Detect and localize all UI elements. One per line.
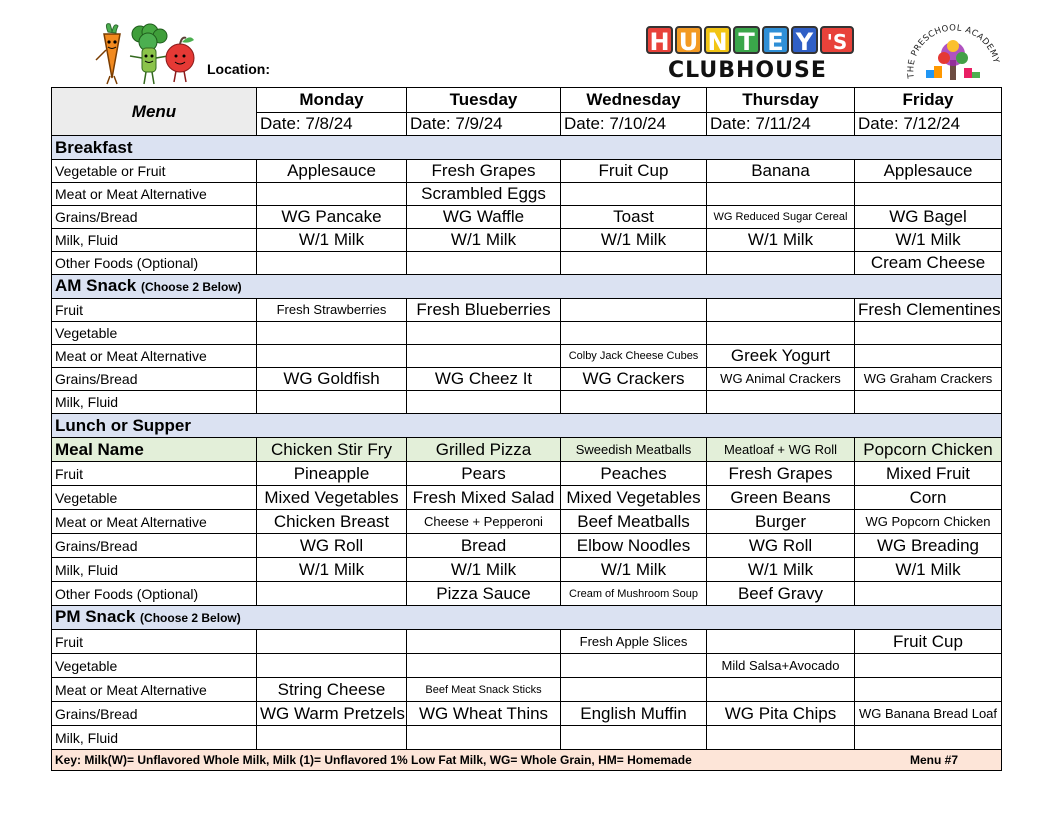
table-row [52,322,1002,345]
date-cell [707,113,855,136]
food-cell: WG Reduced Sugar Cereal [707,206,855,229]
food-cell [407,252,561,275]
food-cell: W/1 Milk [407,229,561,252]
component-label: Other Foods (Optional) [52,252,257,275]
component-label: Meat or Meat Alternative [52,510,257,534]
food-cell: Peaches [561,462,707,486]
food-cell: W/1 Milk [707,229,855,252]
component-label: Meat or Meat Alternative [52,183,257,206]
component-label: Grains/Bread [52,702,257,726]
table-row [52,183,1002,206]
food-cell [855,654,1002,678]
food-cell [855,322,1002,345]
table-row [52,702,1002,726]
table-row [52,510,1002,534]
food-cell [561,391,707,414]
menu-number: Menu #7 [909,753,958,767]
food-cell [707,678,855,702]
food-cell: Fresh Mixed Salad [407,486,561,510]
date-label: Date: [858,114,899,133]
food-cell [855,582,1002,606]
weekly-menu-table [51,87,1002,771]
brand-clubhouse-text: CLUBHOUSE [668,58,827,83]
brand-letter: U [675,26,702,54]
date-value: 7/12/24 [903,114,961,133]
menu-title: Menu [52,88,257,136]
table-row [52,368,1002,391]
section-subtitle: (Choose 2 Below) [140,280,242,294]
food-cell: Toast [561,206,707,229]
food-cell: Mixed Vegetables [257,486,407,510]
day-header: Thursday [707,88,855,113]
component-label: Other Foods (Optional) [52,582,257,606]
food-cell: Fresh Clementines [855,299,1002,322]
food-cell: WG Animal Crackers [707,368,855,391]
food-cell: Green Beans [707,486,855,510]
day-header: Friday [855,88,1002,113]
food-cell [407,630,561,654]
food-cell: Mixed Fruit [855,462,1002,486]
food-cell [707,252,855,275]
food-cell: W/1 Milk [257,558,407,582]
food-cell [407,726,561,750]
component-label: Fruit [52,299,257,322]
food-cell: Corn [855,486,1002,510]
food-cell: Fresh Strawberries [257,299,407,322]
section-header-breakfast [52,136,1002,160]
food-cell: String Cheese [257,678,407,702]
food-cell: W/1 Milk [407,558,561,582]
food-cell: W/1 Milk [707,558,855,582]
date-cell [257,113,407,136]
food-cell: WG Waffle [407,206,561,229]
meal-name-cell: Meatloaf + WG Roll [707,438,855,462]
component-label: Meat or Meat Alternative [52,345,257,368]
meal-name-cell: Chicken Stir Fry [257,438,407,462]
table-row [52,299,1002,322]
food-cell [257,252,407,275]
food-cell: Fresh Grapes [707,462,855,486]
table-row [52,229,1002,252]
meal-name-label: Meal Name [52,438,257,462]
food-cell: W/1 Milk [561,558,707,582]
component-label: Milk, Fluid [52,558,257,582]
food-cell: WG Pita Chips [707,702,855,726]
date-label: Date: [710,114,751,133]
food-cell [561,183,707,206]
component-label: Vegetable [52,322,257,345]
section-title: Breakfast [55,137,133,157]
food-cell: WG Pancake [257,206,407,229]
food-cell: Fruit Cup [561,160,707,183]
food-cell [707,322,855,345]
table-row [52,345,1002,368]
food-cell: Beef Gravy [707,582,855,606]
table-row [52,252,1002,275]
component-label: Grains/Bread [52,534,257,558]
table-row [52,275,1002,299]
table-row [52,136,1002,160]
component-label: Vegetable or Fruit [52,160,257,183]
food-cell [407,654,561,678]
table-row [52,654,1002,678]
food-cell [855,391,1002,414]
menu-key [52,750,1002,771]
food-cell: WG Wheat Thins [407,702,561,726]
section-title: PM Snack [55,607,136,626]
food-cell: WG Crackers [561,368,707,391]
table-row [52,438,1002,462]
food-cell [561,726,707,750]
food-cell [257,582,407,606]
date-value: 7/11/24 [755,114,811,133]
food-cell [707,391,855,414]
food-cell: WG Bagel [855,206,1002,229]
date-value: 7/9/24 [455,114,503,133]
academy-arc-text: THE PRESCHOOL ACADEMY [906,23,1001,79]
key-text: Key: Milk(W)= Unflavored Whole Milk, Milk (1)= Unflavored 1% Low Fat Milk, WG= Whole Grain, HM= Homemade [55,753,692,767]
food-cell: Fresh Apple Slices [561,630,707,654]
food-cell [707,726,855,750]
food-cell [855,345,1002,368]
food-cell [855,678,1002,702]
hunteys-clubhouse-logo [646,26,886,84]
meal-name-cell: Popcorn Chicken [855,438,1002,462]
table-row [52,534,1002,558]
food-cell: W/1 Milk [855,229,1002,252]
food-cell: Bread [407,534,561,558]
component-label: Meat or Meat Alternative [52,678,257,702]
component-label: Milk, Fluid [52,391,257,414]
meal-name-cell: Grilled Pizza [407,438,561,462]
day-header: Tuesday [407,88,561,113]
component-label: Vegetable [52,654,257,678]
food-cell: Burger [707,510,855,534]
date-cell [561,113,707,136]
table-row [52,558,1002,582]
preschool-academy-logo [900,20,1004,84]
food-cell [257,322,407,345]
food-cell: Beef Meat Snack Sticks [407,678,561,702]
food-cell [561,322,707,345]
section-title: Lunch or Supper [55,415,191,435]
food-cell [561,678,707,702]
date-label: Date: [410,114,451,133]
table-row [52,391,1002,414]
component-label: Fruit [52,630,257,654]
component-label: Milk, Fluid [52,229,257,252]
food-cell [407,345,561,368]
food-cell: Elbow Noodles [561,534,707,558]
food-cell: WG Warm Pretzels [257,702,407,726]
food-cell: Chicken Breast [257,510,407,534]
food-cell: Beef Meatballs [561,510,707,534]
food-cell [407,322,561,345]
location-label: Location: [207,61,270,77]
food-cell [257,726,407,750]
food-cell [561,299,707,322]
food-cell [561,252,707,275]
food-cell [257,654,407,678]
food-cell: Fruit Cup [855,630,1002,654]
food-cell: WG Popcorn Chicken [855,510,1002,534]
section-subtitle: (Choose 2 Below) [140,611,241,625]
date-cell [407,113,561,136]
section-header-lunch [52,414,1002,438]
food-cell: Mixed Vegetables [561,486,707,510]
veggie-friends-logo [90,20,200,86]
food-cell: W/1 Milk [855,558,1002,582]
date-cell [855,113,1002,136]
food-cell [257,345,407,368]
date-label: Date: [564,114,605,133]
component-label: Grains/Bread [52,206,257,229]
brand-letter: Y [791,26,818,54]
table-row [52,160,1002,183]
food-cell: WG Goldfish [257,368,407,391]
food-cell [707,183,855,206]
food-cell: WG Cheez It [407,368,561,391]
food-cell: W/1 Milk [257,229,407,252]
food-cell [855,183,1002,206]
food-cell: WG Breading [855,534,1002,558]
table-row [52,206,1002,229]
brand-letter: 'S [820,26,854,54]
food-cell [407,391,561,414]
food-cell: Applesauce [855,160,1002,183]
food-cell: Cream of Mushroom Soup [561,582,707,606]
food-cell: Cheese + Pepperoni [407,510,561,534]
table-row [52,462,1002,486]
section-header-pm-snack [52,606,1002,630]
brand-letter: N [704,26,731,54]
component-label: Grains/Bread [52,368,257,391]
table-row [52,582,1002,606]
date-value: 7/10/24 [609,114,667,133]
table-row [52,630,1002,654]
table-row [52,606,1002,630]
day-header: Monday [257,88,407,113]
food-cell: Applesauce [257,160,407,183]
food-cell: Colby Jack Cheese Cubes [561,345,707,368]
food-cell: Pizza Sauce [407,582,561,606]
brand-letter: H [646,26,673,54]
food-cell: Banana [707,160,855,183]
table-row [52,726,1002,750]
food-cell: Mild Salsa+Avocado [707,654,855,678]
table-row [52,486,1002,510]
food-cell: WG Banana Bread Loaf [855,702,1002,726]
food-cell: WG Graham Crackers [855,368,1002,391]
meal-name-cell: Sweedish Meatballs [561,438,707,462]
food-cell: W/1 Milk [561,229,707,252]
food-cell [707,299,855,322]
food-cell: Greek Yogurt [707,345,855,368]
date-value: 7/8/24 [305,114,353,133]
food-cell: Pineapple [257,462,407,486]
section-title: AM Snack [55,276,137,295]
brand-letter: T [733,26,760,54]
food-cell [257,630,407,654]
day-header: Wednesday [561,88,707,113]
food-cell: WG Roll [707,534,855,558]
food-cell: WG Roll [257,534,407,558]
food-cell: Fresh Grapes [407,160,561,183]
date-label: Date: [260,114,301,133]
food-cell [257,391,407,414]
food-cell [561,654,707,678]
table-row [52,414,1002,438]
food-cell: Pears [407,462,561,486]
component-label: Milk, Fluid [52,726,257,750]
food-cell: Fresh Blueberries [407,299,561,322]
food-cell [257,183,407,206]
component-label: Vegetable [52,486,257,510]
food-cell: English Muffin [561,702,707,726]
food-cell [855,726,1002,750]
component-label: Fruit [52,462,257,486]
food-cell [707,630,855,654]
food-cell: Cream Cheese [855,252,1002,275]
brand-letter: E [762,26,789,54]
section-header-am-snack [52,275,1002,299]
table-row [52,750,1002,771]
food-cell: Scrambled Eggs [407,183,561,206]
table-row [52,88,1002,113]
table-row [52,678,1002,702]
